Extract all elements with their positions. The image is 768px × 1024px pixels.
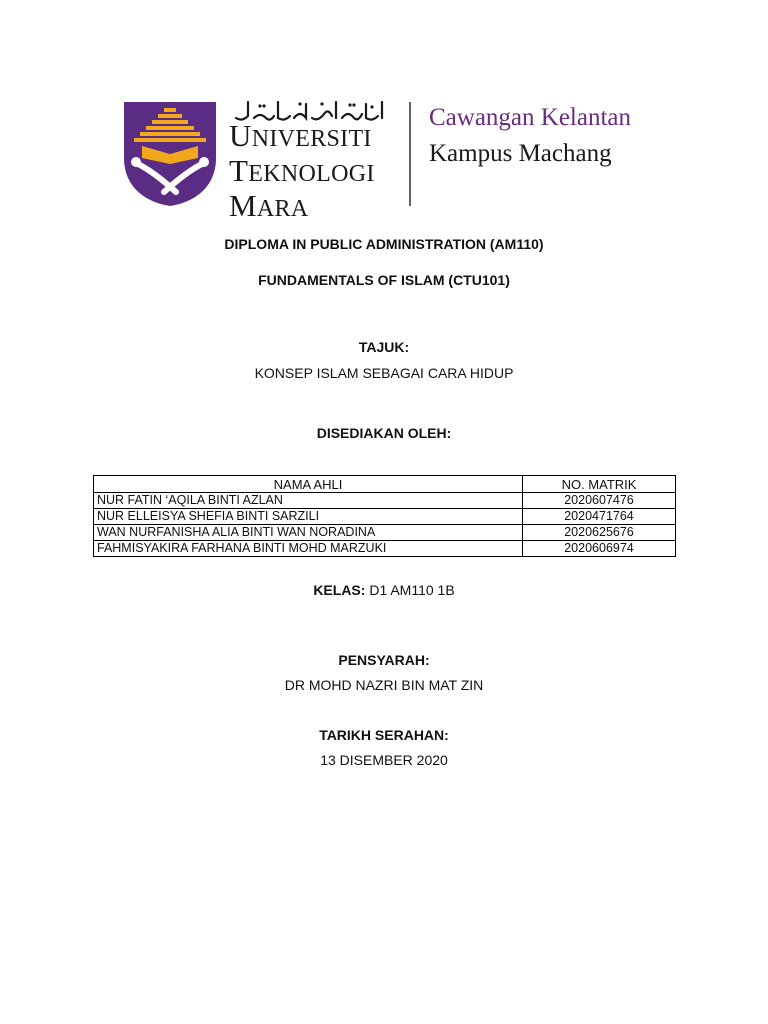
campus-name: Kampus Machang xyxy=(429,140,612,167)
members-table-header-row xyxy=(94,476,676,493)
member-name: WAN NURFANISHA ALIA BINTI WAN NORADINA xyxy=(94,525,523,541)
uitm-crest-logo xyxy=(124,102,216,206)
member-name: FAHMISYAKIRA FARHANA BINTI MOHD MARZUKI xyxy=(94,541,523,557)
program-title: DIPLOMA IN PUBLIC ADMINISTRATION (AM110) xyxy=(224,236,544,252)
member-matrik: 2020471764 xyxy=(523,509,676,525)
title-label: TAJUK: xyxy=(358,339,410,355)
member-name: NUR FATIN ‘AQILA BINTI AZLAN xyxy=(94,493,523,509)
university-name-line-3: MARA xyxy=(229,188,309,223)
header-nama-ahli: NAMA AHLI xyxy=(94,476,523,493)
logo-divider xyxy=(409,102,411,206)
uitm-logo-header xyxy=(124,98,664,223)
branch-name: Cawangan Kelantan xyxy=(429,104,632,131)
table-row xyxy=(94,525,676,541)
lecturer-value: DR MOHD NAZRI BIN MAT ZIN xyxy=(284,677,484,693)
class-label: KELAS: xyxy=(313,582,366,598)
members-table xyxy=(93,475,676,557)
table-row xyxy=(94,493,676,509)
member-matrik: 2020606974 xyxy=(523,541,676,557)
submission-date-value: 13 DISEMBER 2020 xyxy=(320,752,448,768)
member-name: NUR ELLEISYA SHEFIA BINTI SARZILI xyxy=(94,509,523,525)
university-name xyxy=(229,120,375,225)
table-row xyxy=(94,541,676,557)
class-value: D1 AM110 1B xyxy=(369,582,455,598)
university-name-line-3-text: ARA xyxy=(256,196,309,222)
member-matrik: 2020625676 xyxy=(523,525,676,541)
campus-block xyxy=(429,100,631,172)
table-row xyxy=(94,509,676,525)
university-name-line-2: TEKNOLOGI xyxy=(229,153,375,188)
header-no-matrik: NO. MATRIK xyxy=(523,476,676,493)
member-matrik: 2020607476 xyxy=(523,493,676,509)
lecturer-label: PENSYARAH: xyxy=(338,652,430,668)
university-name-line-2-text: EKNOLOGI xyxy=(248,161,375,187)
course-title: FUNDAMENTALS OF ISLAM (CTU101) xyxy=(258,272,510,288)
submission-date-label: TARIKH SERAHAN: xyxy=(319,727,449,743)
prepared-by-label: DISEDIAKAN OLEH: xyxy=(316,425,452,441)
title-value: KONSEP ISLAM SEBAGAI CARA HIDUP xyxy=(254,365,514,381)
class-line xyxy=(0,582,768,598)
university-name-line-1-text: NIVERSITI xyxy=(251,126,372,152)
university-name-line-1: UNIVERSITI xyxy=(229,118,372,153)
